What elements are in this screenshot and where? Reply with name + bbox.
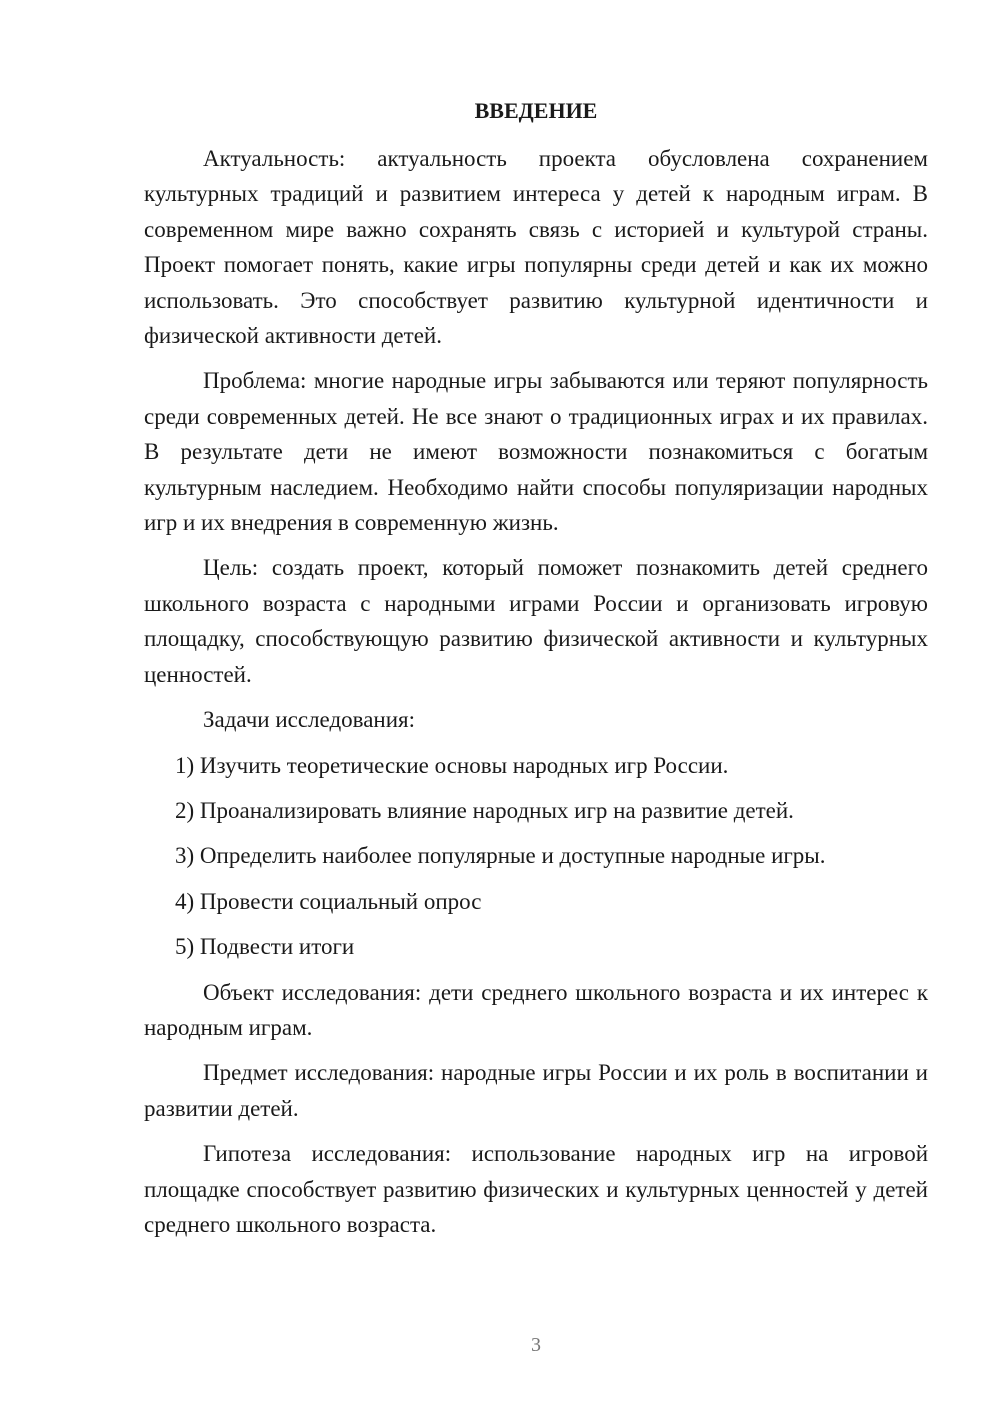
hypothesis-paragraph: Гипотеза исследования: использование народных игр на игровой площадке способствует развитию физических и культурных ценностей у детей среднего школьного возраста. bbox=[144, 1141, 928, 1237]
object-paragraph: Объект исследования: дети среднего школьного возраста и их интерес к народным играм. bbox=[144, 979, 928, 1040]
task-item: 5) Подвести итоги bbox=[175, 934, 355, 960]
goal-paragraph: Цель: создать проект, который поможет познакомить детей среднего школьного возраста с народными играми России и организовать игровую площадку, способствующую развитию физической активности и культурных ценностей. bbox=[144, 555, 928, 687]
relevance-paragraph: Актуальность: актуальность проекта обусловлена сохранением культурных традиций и развитием интереса у детей к народным играм. В современном мире важно сохранять связь с историей и культурой страны. Проект помогает понять, какие игры популярны среди детей и как их можно использовать. Это способствует развитию культурной идентичности и физической активности детей. bbox=[144, 146, 928, 349]
problem-paragraph: Проблема: многие народные игры забываются или теряют популярность среди современных детей. Не все знают о традиционных играх и их правилах. В результате дети не имеют возможности познакомиться с богатым культурным наследием. Необходимо найти способы популяризации народных игр и их внедрения в современную жизнь. bbox=[144, 368, 928, 536]
task-item: 4) Провести социальный опрос bbox=[175, 888, 482, 914]
subject-paragraph: Предмет исследования: народные игры России и их роль в воспитании и развитии детей. bbox=[144, 1060, 928, 1121]
task-item: 2) Проанализировать влияние народных игр на развитие детей. bbox=[175, 797, 794, 823]
document-page bbox=[144, 0, 928, 1414]
page-number: 3 bbox=[531, 1334, 541, 1356]
tasks-heading: Задачи исследования: bbox=[203, 707, 416, 733]
task-item: 3) Определить наиболее популярные и доступные народные игры. bbox=[175, 843, 826, 869]
tasks-list bbox=[144, 748, 928, 965]
document-body bbox=[144, 141, 928, 1252]
task-item: 1) Изучить теоретические основы народных игр России. bbox=[175, 752, 729, 778]
document-title: ВВЕДЕНИЕ bbox=[474, 98, 598, 123]
